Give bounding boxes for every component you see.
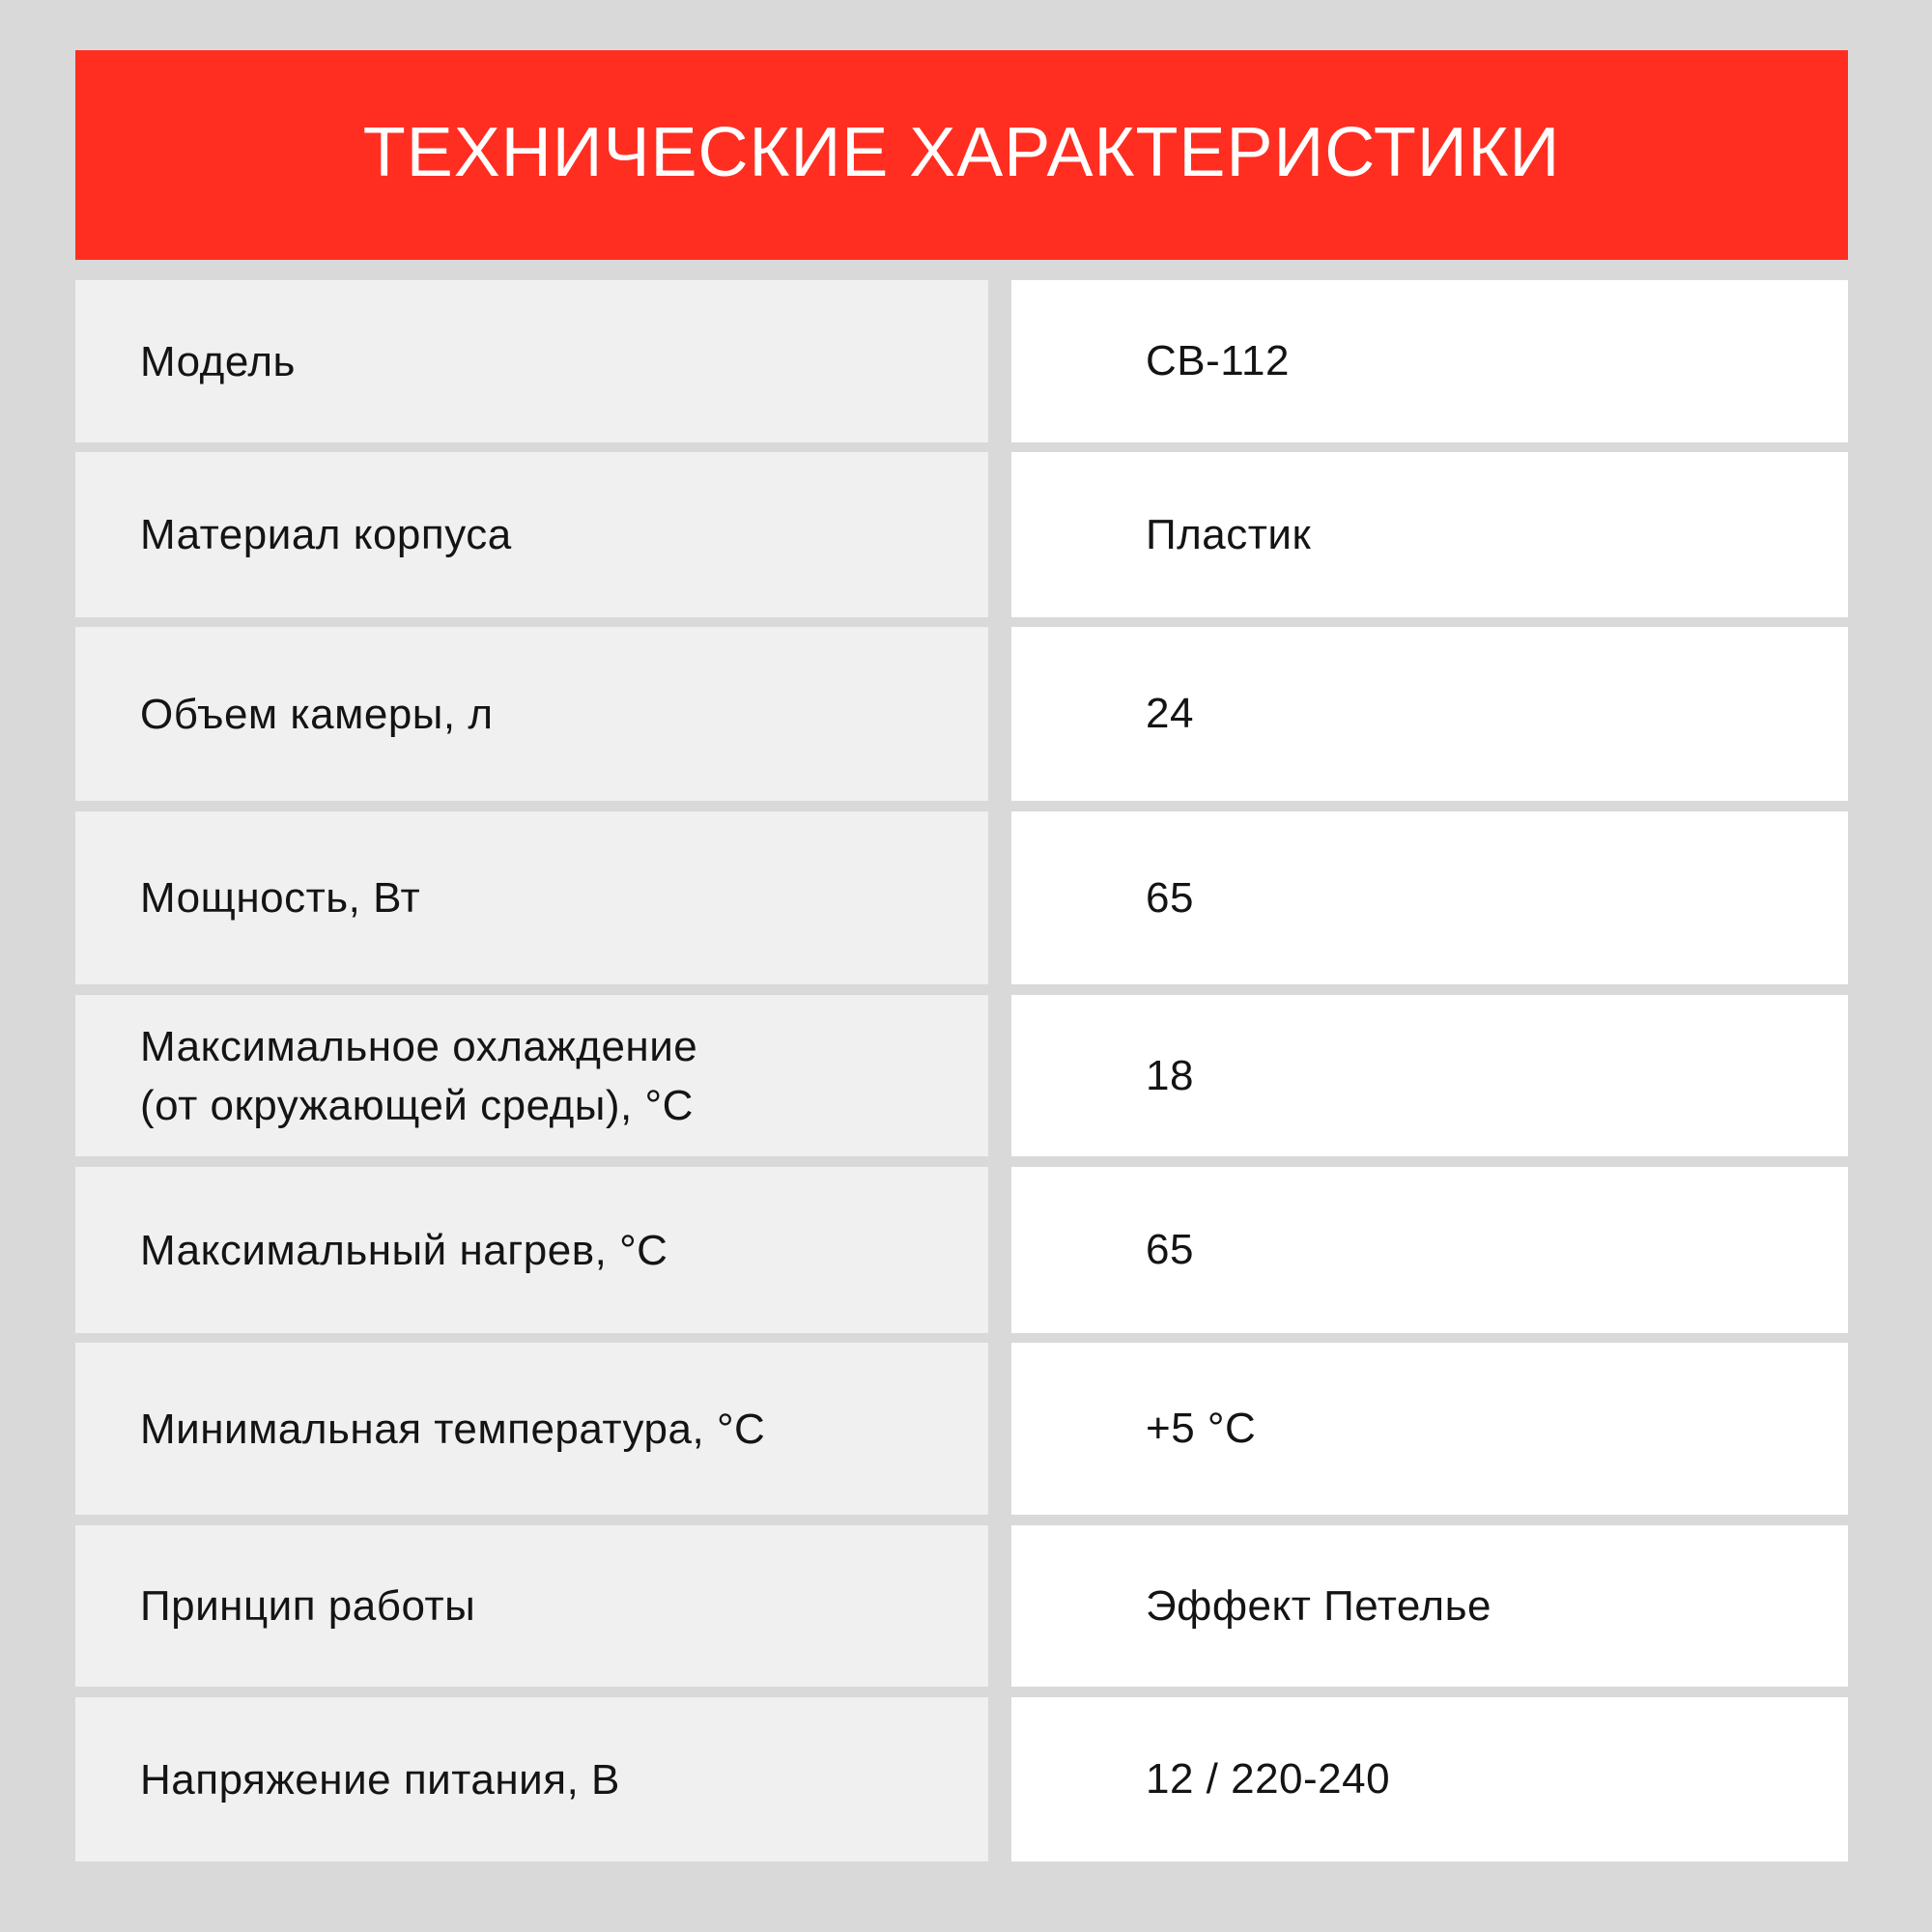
spec-label: Минимальная температура, °С bbox=[75, 1343, 988, 1515]
spec-row-min-temp bbox=[75, 1343, 1848, 1515]
spec-row-material bbox=[75, 452, 1848, 617]
spec-row-power bbox=[75, 811, 1848, 984]
page-title: ТЕХНИЧЕСКИЕ ХАРАКТЕРИСТИКИ bbox=[362, 113, 1561, 191]
spec-row-volume bbox=[75, 627, 1848, 801]
spec-label: Принцип работы bbox=[75, 1525, 988, 1687]
spec-row-voltage bbox=[75, 1697, 1848, 1861]
spec-row-principle bbox=[75, 1525, 1848, 1687]
spec-value: 12 / 220-240 bbox=[1011, 1697, 1848, 1861]
spec-value: Пластик bbox=[1011, 452, 1848, 617]
spec-label: Максимальный нагрев, °С bbox=[75, 1167, 988, 1333]
spec-value: +5 °С bbox=[1011, 1343, 1848, 1515]
spec-label: Мощность, Вт bbox=[75, 811, 988, 984]
spec-value: CB-112 bbox=[1011, 280, 1848, 442]
spec-row-max-heating bbox=[75, 1167, 1848, 1333]
spec-label: Объем камеры, л bbox=[75, 627, 988, 801]
spec-value: 65 bbox=[1011, 1167, 1848, 1333]
spec-label: Материал корпуса bbox=[75, 452, 988, 617]
spec-label: Напряжение питания, В bbox=[75, 1697, 988, 1861]
spec-label: Модель bbox=[75, 280, 988, 442]
header-banner bbox=[75, 50, 1848, 260]
spec-value: Эффект Петелье bbox=[1011, 1525, 1848, 1687]
spec-label: Максимальное охлаждение (от окружающей среды), °С bbox=[75, 995, 988, 1156]
spec-value: 18 bbox=[1011, 995, 1848, 1156]
spec-value: 24 bbox=[1011, 627, 1848, 801]
spec-row-model bbox=[75, 280, 1848, 442]
spec-row-max-cooling bbox=[75, 995, 1848, 1156]
spec-value: 65 bbox=[1011, 811, 1848, 984]
